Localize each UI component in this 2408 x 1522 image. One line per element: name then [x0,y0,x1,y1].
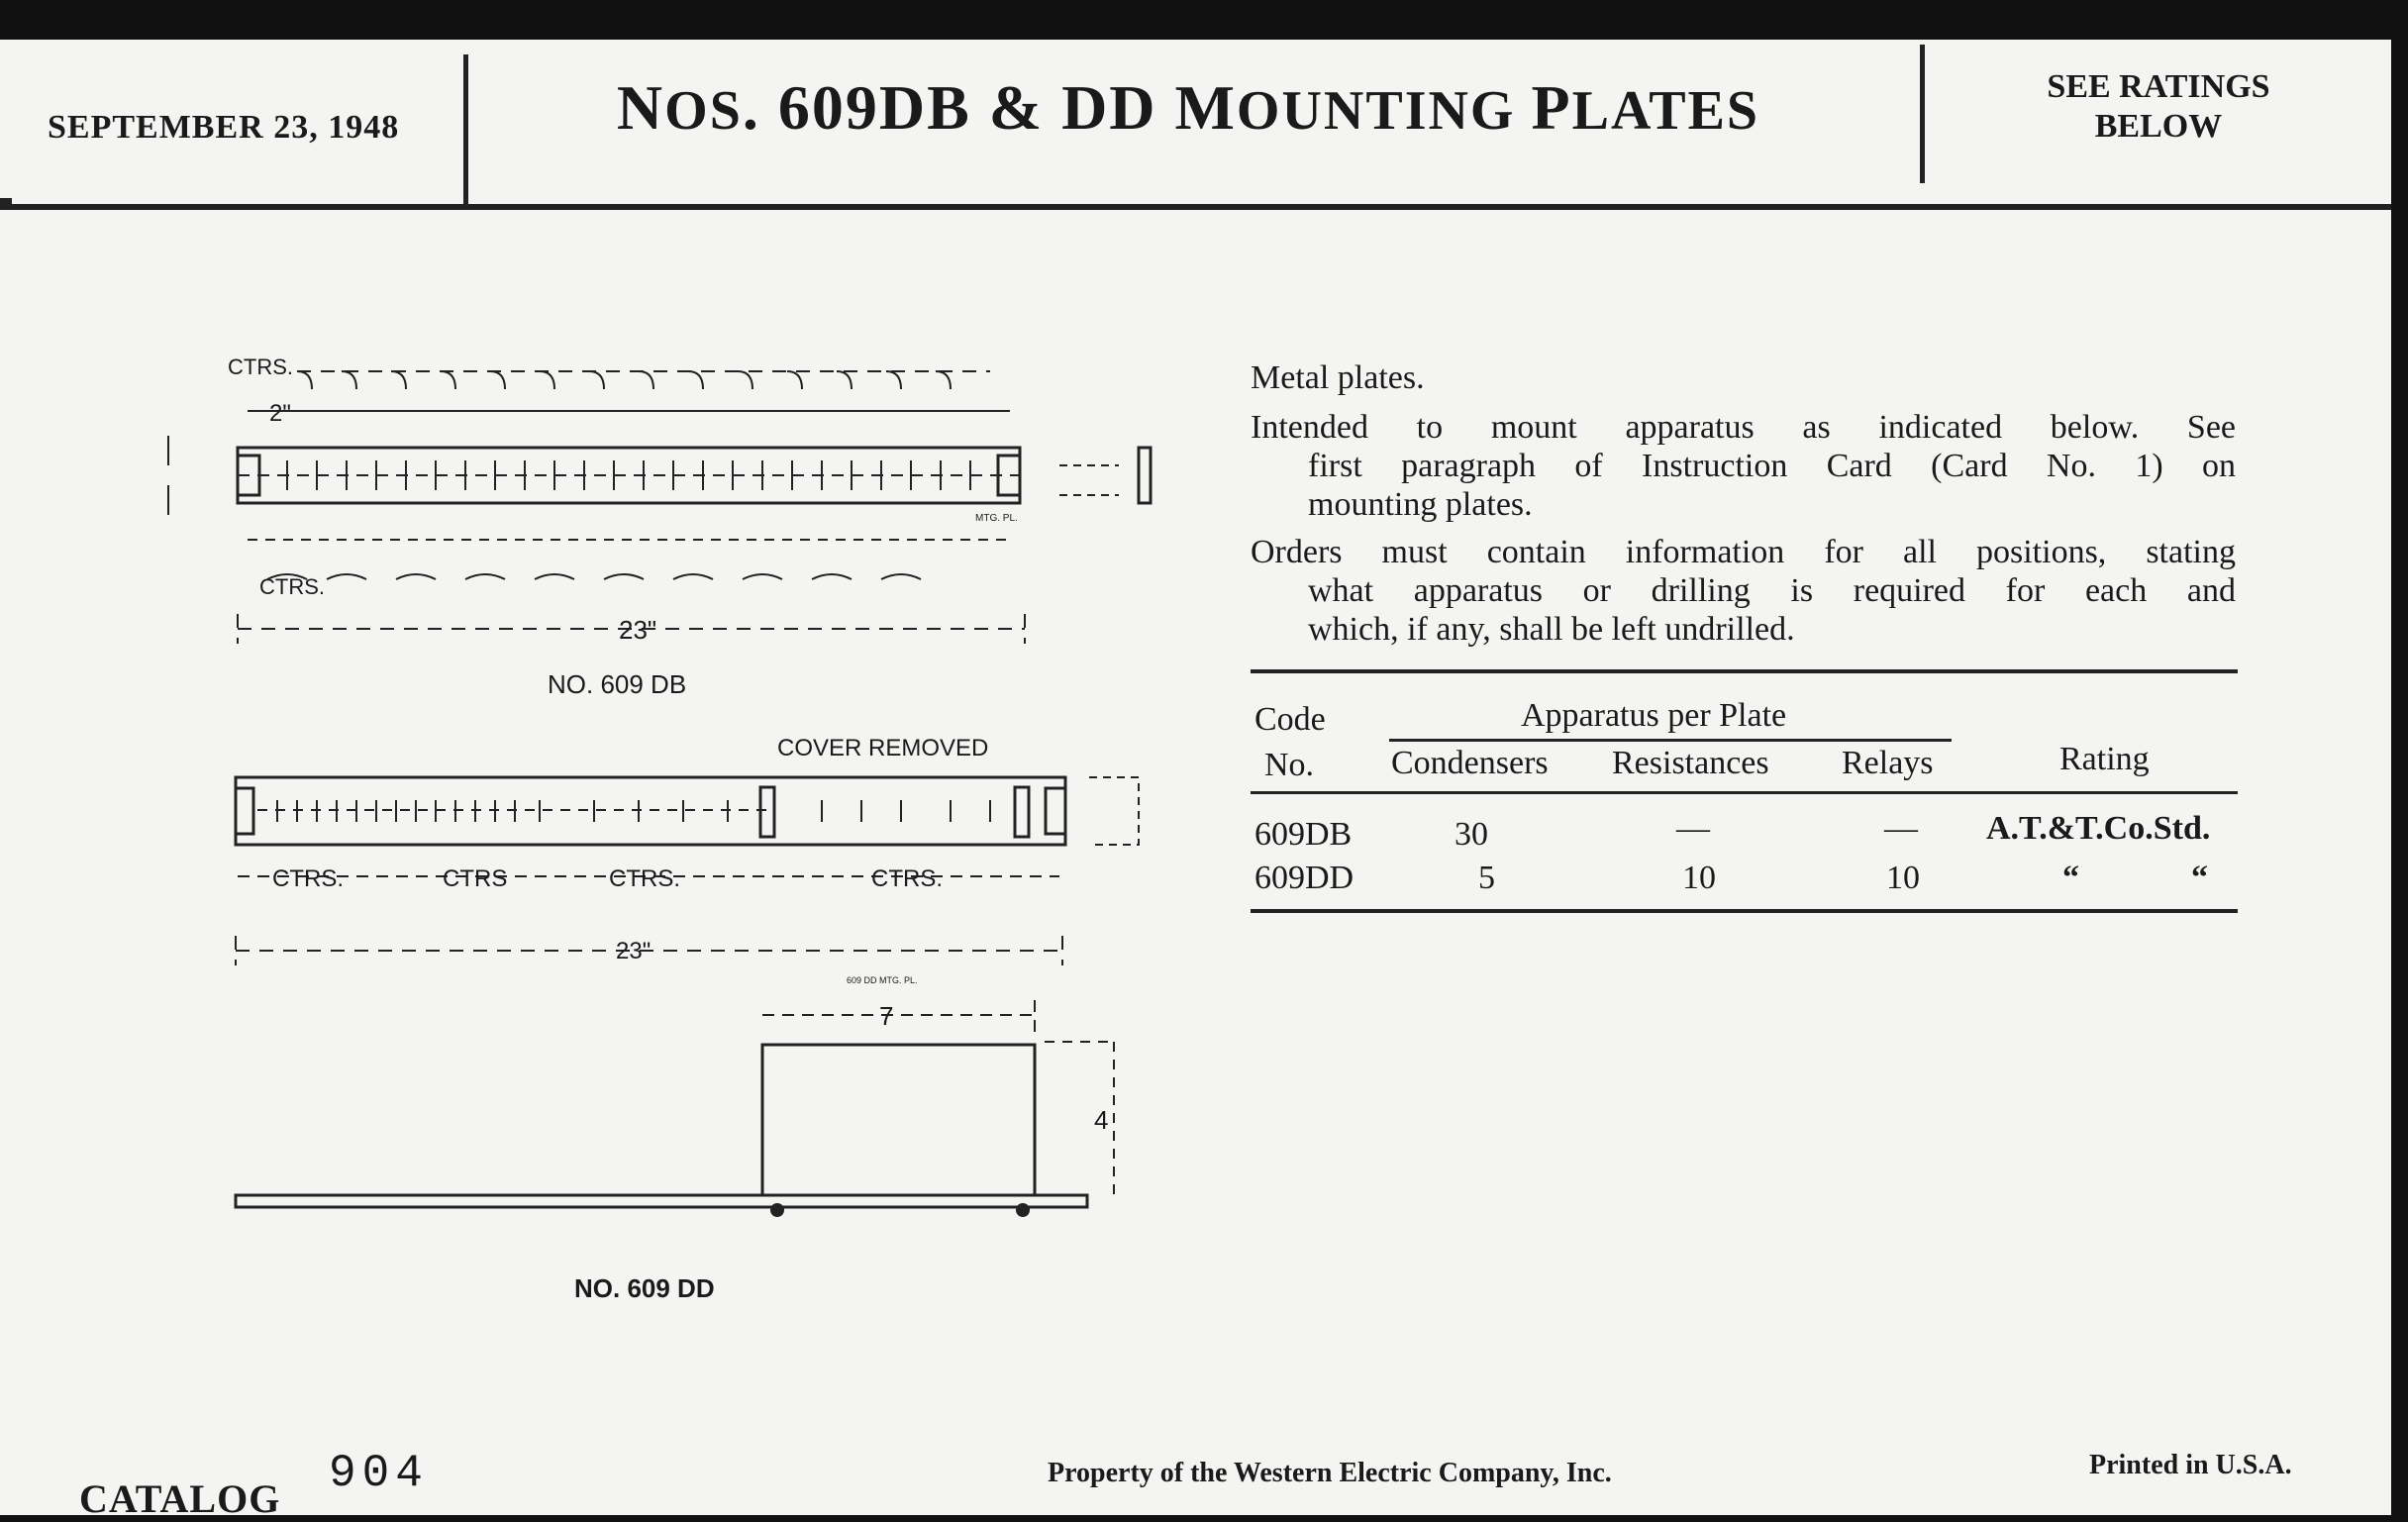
row-rating: A.T.&T.Co.Std. [1986,810,2211,847]
db-top-arcs [297,371,951,389]
row-rating-ditto-2: “ [2191,860,2208,896]
printed-in-usa: Printed in U.S.A. [2089,1450,2292,1480]
drawing-609db [168,371,1151,644]
issue-date: SEPTEMBER 23, 1948 [48,109,400,146]
row-condensers: 30 [1455,816,1488,853]
dd-height-label: 4 [1094,1105,1109,1135]
db-hole-ticks [287,460,970,490]
col-relays: Relays [1842,745,1934,781]
dd-foot-2 [1016,1203,1030,1217]
row-code: 609DD [1254,860,1354,896]
row-relays: — [1884,810,1918,847]
dd-cover-box [762,1045,1035,1195]
catalog-number: 904 [329,1448,429,1499]
row-rating-ditto-1: “ [2062,860,2079,896]
catalog-label: CATALOG [79,1476,281,1521]
ratings-line-2: BELOW [2094,108,2223,145]
db-overall-label: 23" [619,615,657,645]
dd-base-plate [236,1195,1087,1207]
dd-width-label: 7 [879,1001,894,1031]
col-resistances: Resistances [1612,745,1769,781]
db-mtg-label: MTG. PL. [975,513,1018,524]
db-bottom-arcs [267,574,921,579]
db-side-view [1139,448,1151,503]
db-caption: NO. 609 DB [548,669,687,699]
dd-mtg-label: 609 DD MTG. PL. [847,975,918,985]
col-rating: Rating [2059,741,2150,777]
col-condensers: Condensers [1391,745,1549,781]
dd-cover-label: COVER REMOVED [777,735,989,761]
dd-ctrs1-label: CTRS. [272,865,344,892]
drawing-609dd [236,777,1139,1207]
page-title: NOS. 609DB & DD MOUNTING PLATES [616,72,1760,143]
dd-bracket-2 [1015,787,1029,837]
dd-foot-1 [770,1203,784,1217]
db-ctrs-top-label: CTRS. [228,355,293,379]
code-header-2: No. [1264,747,1315,783]
db-ctrs-bottom-label: CTRS. [259,574,325,599]
dd-side-leaders [1089,777,1139,845]
row-resistances: 10 [1682,860,1716,896]
dd-width-dimension [762,1000,1035,1040]
row-relays: 10 [1886,860,1920,896]
dd-overall-label: 23" [616,938,652,964]
db-dim-2-label: 2" [269,400,291,427]
dd-ctrs2-label: CTRS [443,865,508,892]
dd-caption: NO. 609 DD [574,1273,715,1303]
apparatus-group-header: Apparatus per Plate [1521,697,1787,734]
desc-para-2: Intended to mount apparatus as indicated below. See first paragraph of Instruction Card (Card No. 1) on mounting plates. [1251,409,2236,523]
dd-ctrs4-label: CTRS. [871,865,943,892]
desc-para-1: Metal plates. [1251,359,1425,396]
desc-para-3: Orders must contain information for all positions, stating what apparatus or drilling is required for each and which, if any, shall be left undrilled. [1251,534,2236,648]
row-code: 609DB [1254,816,1353,853]
property-notice: Property of the Western Electric Company, Inc. [1048,1458,1612,1488]
dd-right-notch [1046,788,1065,834]
db-side-leaders [1059,465,1119,495]
ratings-line-1: SEE RATINGS [2047,68,2270,105]
dd-left-notch [236,788,253,834]
dd-ctrs3-label: CTRS. [609,865,680,892]
code-header-1: Code [1254,701,1326,738]
row-resistances: — [1676,810,1710,847]
row-condensers: 5 [1478,860,1495,896]
dd-bracket-1 [760,787,774,837]
